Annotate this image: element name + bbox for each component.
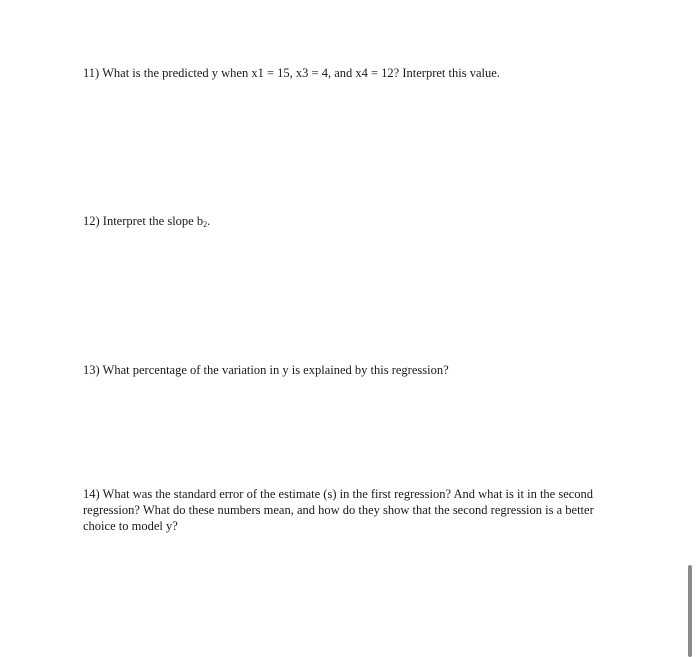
question-11 <box>83 65 603 81</box>
vertical-scrollbar[interactable] <box>688 565 692 657</box>
question-13 <box>83 362 603 378</box>
question-12 <box>83 213 603 233</box>
question-12-subscript: 2 <box>203 220 208 229</box>
question-12-period: . <box>207 214 211 228</box>
question-12-text: 12) Interpret the slope b <box>83 214 204 228</box>
question-13-text: 13) What percentage of the variation in y is explained by this regression? <box>83 363 449 377</box>
question-11-text: 11) What is the predicted y when x1 = 15, x3 = 4, and x4 = 12? Interpret this value. <box>83 66 500 80</box>
question-14 <box>83 486 603 534</box>
question-14-text: 14) What was the standard error of the estimate (s) in the first regression? And what is it in the second regression? What do these numbers mean, and how do they show that the second regression is a better choice to model y? <box>83 487 594 533</box>
